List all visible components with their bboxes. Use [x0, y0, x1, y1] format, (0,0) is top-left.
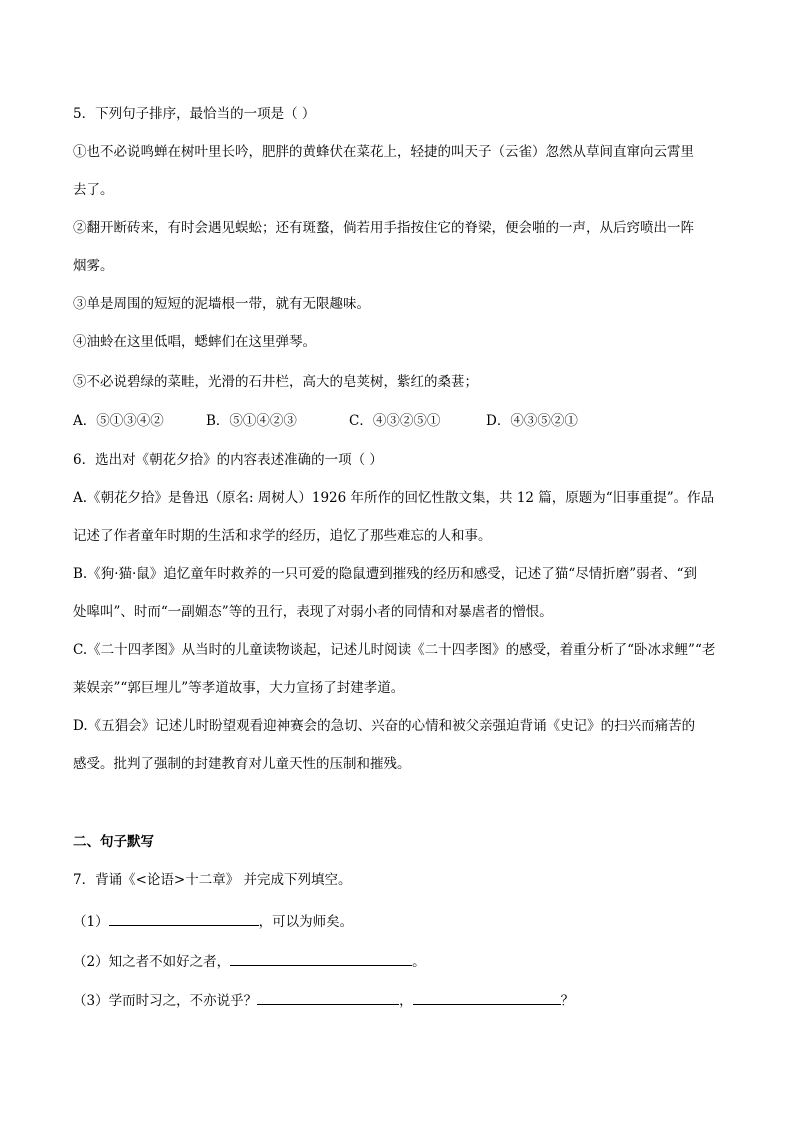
q7-item-2-prefix: （2）知之者不如好之者，: [73, 954, 231, 970]
q6-option-d-line-2: 感受。批判了强制的封建教育对儿童天性的压制和摧残。: [73, 756, 411, 772]
q5-option-d: D．④③⑤②①: [486, 413, 578, 429]
q7-item-1: [73, 910, 353, 932]
q5-sentence-4: ④油蛉在这里低唱，蟋蟀们在这里弹琴。: [73, 334, 316, 350]
q7-item-3-blank-1[interactable]: [257, 989, 399, 1005]
q5-option-b: B．⑤①④②③: [206, 413, 297, 429]
q5-sentence-2-line-1: ②翻开断砖来，有时会遇见蜈蚣；还有斑蝥，倘若用手指按住它的脊梁，便会啪的一声，从后窍喷出一阵: [73, 220, 694, 236]
q5-sentence-1-line-2: 去了。: [73, 182, 114, 198]
q6-option-b-line-1: B.《狗·猫·鼠》追忆童年时救养的一只可爱的隐鼠遭到摧残的经历和感受，记述了猫“尽情折磨”弱者、“到: [73, 566, 697, 582]
q5-sentence-1-line-1: ①也不必说鸣蝉在树叶里长吟，肥胖的黄蜂伏在菜花上，轻捷的叫天子（云雀）忽然从草间直窜向云霄里: [73, 144, 694, 160]
q5-sentence-2-line-2: 烟雾。: [73, 258, 114, 274]
q5-sentence-5: ⑤不必说碧绿的菜畦，光滑的石井栏，高大的皂荚树，紫红的桑葚；: [73, 374, 478, 390]
q6-option-a-line-2: 记述了作者童年时期的生活和求学的经历，追忆了那些难忘的人和事。: [73, 528, 492, 544]
q6-option-c-line-1: C.《二十四孝图》从当时的儿童读物谈起，记述儿时阅读《二十四孝图》的感受，着重分析了“卧冰求鲤”“老: [73, 642, 716, 658]
q5-sentence-3: ③单是周围的短短的泥墙根一带，就有无限趣味。: [73, 296, 370, 312]
q7-item-2-blank[interactable]: [230, 950, 412, 966]
q7-item-3-blank-2[interactable]: [413, 989, 561, 1005]
q7-item-1-blank[interactable]: [109, 910, 259, 926]
q7-item-1-prefix: （1）: [73, 914, 109, 930]
q7-item-3-mid: ，: [399, 993, 413, 1009]
q6-option-c-line-2: 莱娱亲”“郭巨埋儿”等孝道故事，大力宣扬了封建孝道。: [73, 680, 405, 696]
q5-option-a: A．⑤①③④②: [73, 413, 164, 429]
q5-option-c: C．④③②⑤①: [349, 413, 441, 429]
q6-option-a-line-1: A.《朝花夕拾》是鲁迅（原名: 周树人）1926 年所作的回忆性散文集，共 12 篇，原题为“旧事重提”。作品: [73, 490, 715, 506]
q7-item-1-suffix: ，可以为师矣。: [258, 914, 354, 930]
q7-item-3: [73, 989, 574, 1011]
q7-item-2-suffix: 。: [412, 954, 426, 970]
q7-item-3-suffix: ？: [560, 993, 575, 1009]
q5-stem: 5．下列句子排序，最恰当的一项是（ ）: [73, 106, 316, 122]
section-2-title: 二、句子默写: [73, 834, 154, 850]
q6-option-b-line-2: 处嗥叫”、时而“一副媚态”等的丑行，表现了对弱小者的同情和对暴虐者的憎恨。: [73, 604, 553, 620]
q6-option-d-line-1: D.《五猖会》记述儿时盼望观看迎神赛会的急切、兴奋的心情和被父亲强迫背诵《史记》的扫兴而痛苦的: [73, 718, 696, 734]
q7-item-2: [73, 950, 426, 972]
q7-stem: 7．背诵《<论语>十二章》 并完成下列填空。: [73, 872, 352, 888]
q7-item-3-prefix: （3）学而时习之，不亦说乎？: [73, 993, 258, 1009]
q6-stem: 6．选出对《朝花夕拾》的内容表述准确的一项（ ）: [73, 452, 383, 468]
